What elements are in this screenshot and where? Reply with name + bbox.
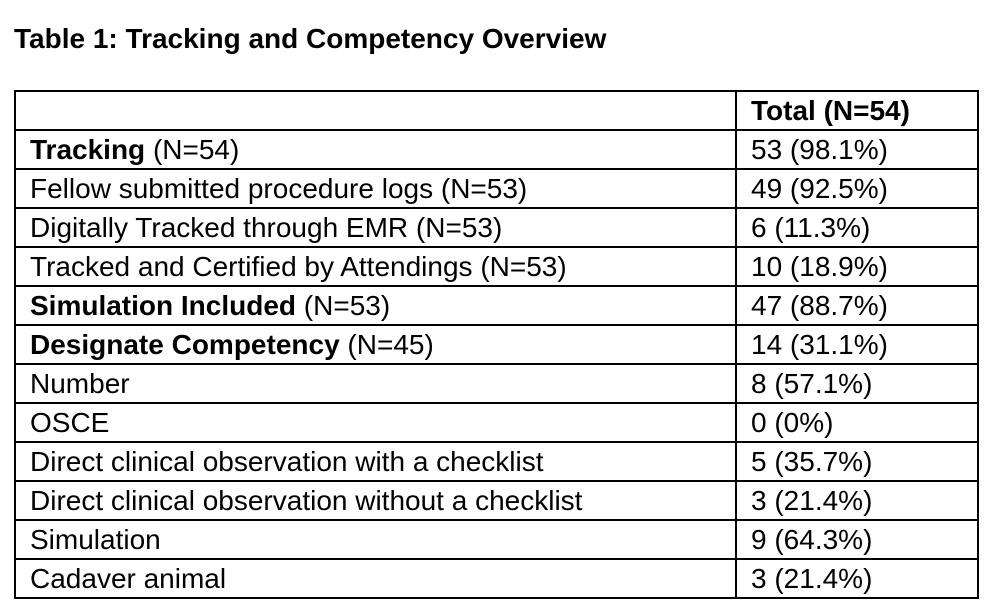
row-label-cell <box>15 520 736 559</box>
row-total-cell: 8 (57.1%) <box>736 364 978 403</box>
row-total-cell: 6 (11.3%) <box>736 208 978 247</box>
table-row <box>15 325 978 364</box>
table-row <box>15 364 978 403</box>
row-label-cell <box>15 559 736 598</box>
table-row <box>15 247 978 286</box>
row-total-cell: 3 (21.4%) <box>736 481 978 520</box>
row-total-cell: 5 (35.7%) <box>736 442 978 481</box>
row-item-label: Simulation <box>30 524 161 555</box>
table-row <box>15 403 978 442</box>
row-count-label: (N=54) <box>145 134 240 165</box>
table-row <box>15 481 978 520</box>
overview-table <box>14 90 979 599</box>
row-total-cell: 9 (64.3%) <box>736 520 978 559</box>
table-row <box>15 169 978 208</box>
row-total-cell: 49 (92.5%) <box>736 169 978 208</box>
row-item-label: Digitally Tracked through EMR (N=53) <box>30 212 503 243</box>
row-label-cell <box>15 325 736 364</box>
row-total-cell: 10 (18.9%) <box>736 247 978 286</box>
row-item-label: Cadaver animal <box>30 563 227 594</box>
table-row <box>15 208 978 247</box>
row-category-label: Simulation Included <box>30 290 297 321</box>
table-row <box>15 520 978 559</box>
row-label-cell <box>15 403 736 442</box>
table-row <box>15 559 978 598</box>
table-header-row <box>15 91 978 130</box>
row-label-cell <box>15 208 736 247</box>
row-label-cell <box>15 286 736 325</box>
row-item-label: Tracked and Certified by Attendings (N=53) <box>30 251 567 282</box>
table-body <box>15 91 978 598</box>
row-item-label: OSCE <box>30 407 110 438</box>
row-total-cell: 14 (31.1%) <box>736 325 978 364</box>
row-item-label: Number <box>30 368 130 399</box>
header-total-cell: Total (N=54) <box>736 91 978 130</box>
row-item-label: Direct clinical observation without a checklist <box>30 485 583 516</box>
table-row <box>15 130 978 169</box>
row-category-label: Designate Competency <box>30 329 340 360</box>
row-label-cell <box>15 169 736 208</box>
row-label-cell <box>15 130 736 169</box>
row-count-label: (N=45) <box>339 329 434 360</box>
header-label-cell <box>15 91 736 130</box>
row-label-cell <box>15 481 736 520</box>
row-item-label: Direct clinical observation with a checklist <box>30 446 544 477</box>
row-count-label: (N=53) <box>296 290 391 321</box>
row-total-cell: 0 (0%) <box>736 403 978 442</box>
row-item-label: Fellow submitted procedure logs (N=53) <box>30 173 528 204</box>
row-total-cell: 3 (21.4%) <box>736 559 978 598</box>
row-label-cell <box>15 442 736 481</box>
row-label-cell <box>15 247 736 286</box>
row-total-cell: 53 (98.1%) <box>736 130 978 169</box>
row-category-label: Tracking <box>30 134 146 165</box>
table-row <box>15 286 978 325</box>
table-row <box>15 442 978 481</box>
table-title: Table 1: Tracking and Competency Overview <box>14 23 607 54</box>
row-total-cell: 47 (88.7%) <box>736 286 978 325</box>
row-label-cell <box>15 364 736 403</box>
